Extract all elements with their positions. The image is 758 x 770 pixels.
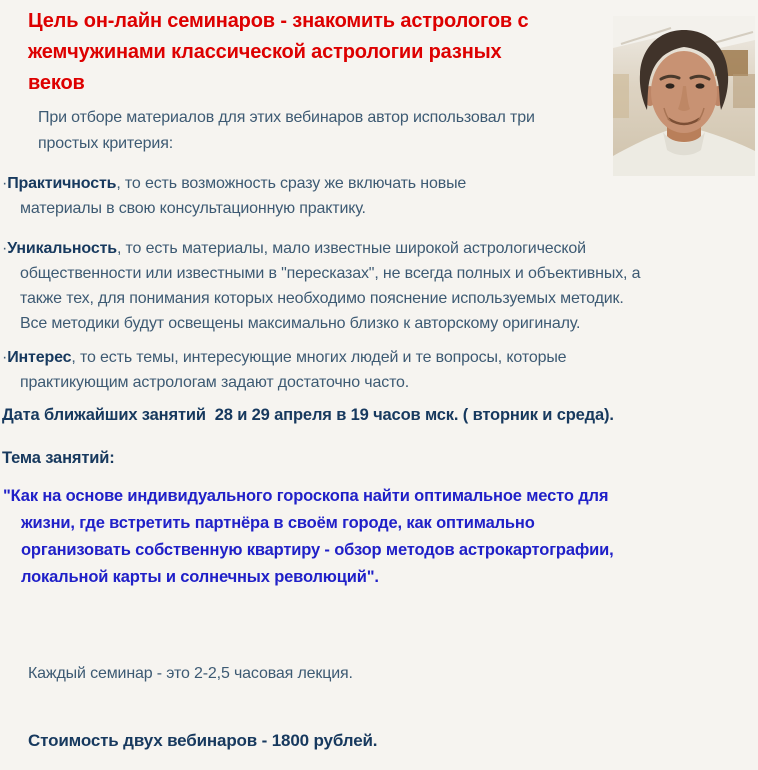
page-title-line: Цель он-лайн семинаров - знакомить астрологов с <box>28 10 529 32</box>
topic-label: Тема занятий: <box>2 449 115 467</box>
criterion-term: Уникальность <box>7 240 117 257</box>
criterion-text: материалы в свою консультационную практику. <box>20 200 366 217</box>
bullet-marker: · <box>2 240 8 257</box>
criterion-text: , то есть темы, интересующие многих людей и те вопросы, которые <box>71 349 567 366</box>
criterion-text: общественности или известными в "пересказах", не всегда полных и объективных, а <box>20 265 641 282</box>
criterion-text: , то есть материалы, мало известные широкой астрологической <box>116 240 586 257</box>
author-photo <box>613 16 755 176</box>
page-title-line: жемчужинами классической астрологии разных <box>28 41 502 63</box>
topic-quote-line: "Как на основе индивидуального гороскопа найти оптимальное место для <box>3 487 609 505</box>
topic-quote-line: жизни, где встретить партнёра в своём городе, как оптимально <box>21 514 535 532</box>
topic-quote-line: организовать собственную квартиру - обзор методов астрокартографии, <box>21 541 614 559</box>
criterion-item-interest <box>2 345 758 395</box>
page-title-line: веков <box>28 72 85 94</box>
topic-quote-line: локальной карты и солнечных революций". <box>21 568 379 586</box>
criterion-text: практикующим астрологам задают достаточно часто. <box>20 374 410 391</box>
criterion-first-line <box>2 236 758 261</box>
intro-paragraph: При отборе материалов для этих вебинаров автор использовал три простых критерия: <box>38 109 535 152</box>
price-line: Стоимость двух вебинаров - 1800 рублей. <box>28 731 378 750</box>
author-portrait-illustration <box>613 16 755 176</box>
criterion-item-practicality <box>2 171 758 221</box>
criterion-text: Все методики будут освещены максимально близко к авторскому оригиналу. <box>20 315 581 332</box>
duration-line: Каждый семинар - это 2-2,5 часовая лекция. <box>28 665 353 682</box>
page-root <box>0 6 758 770</box>
criterion-item-uniqueness <box>2 236 758 336</box>
criterion-first-line <box>2 345 758 370</box>
bullet-marker: · <box>2 349 8 366</box>
topic-quote <box>3 483 758 591</box>
criterion-text: , то есть возможность сразу же включать новые <box>116 175 467 192</box>
criterion-text: также тех, для понимания которых необходимо пояснение используемых методик. <box>20 290 624 307</box>
schedule-line: Дата ближайших занятий 28 и 29 апреля в 19 часов мск. ( вторник и среда). <box>2 406 614 424</box>
criterion-term: Практичность <box>7 175 117 192</box>
criterion-term: Интерес <box>7 349 72 366</box>
bullet-marker: · <box>2 175 8 192</box>
